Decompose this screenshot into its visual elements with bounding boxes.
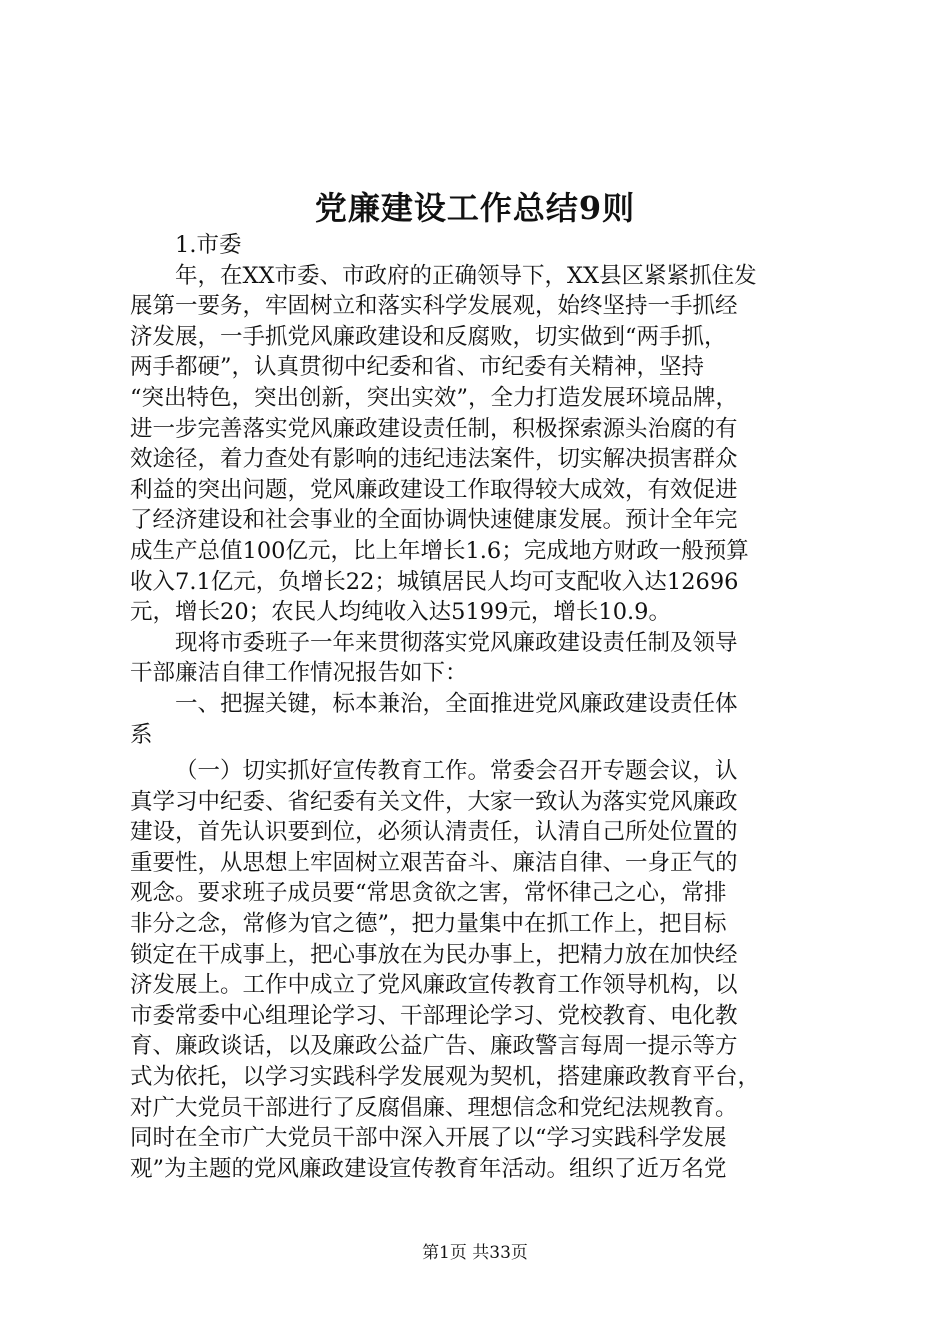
text-line: 展第一要务，牢固树立和落实科学发展观，始终坚持一手抓经 — [130, 293, 738, 320]
text-line: 济发展上。工作中成立了党风廉政宣传教育工作领导机构，以 — [130, 972, 738, 999]
section-heading: 一、把握关键，标本兼治，全面推进党风廉政建设责任体 — [175, 690, 738, 717]
text-line: 了经济建设和社会事业的全面协调快速健康发展。预计全年完 — [130, 507, 738, 534]
text-line: 非分之念，常修为官之德”，把力量集中在抓工作上，把目标 — [130, 911, 727, 938]
page-footer: 第1页 共33页 — [422, 1243, 528, 1263]
text-line: 式为依托，以学习实践科学发展观为契机，搭建廉政教育平台， — [130, 1064, 761, 1091]
text-line: 观”为主题的党风廉政建设宣传教育年活动。组织了近万名党 — [130, 1155, 727, 1182]
text-line: 年，在XX市委、市政府的正确领导下，XX县区紧紧抓住发 — [175, 262, 757, 289]
text-line: 重要性，从思想上牢固树立艰苦奋斗、廉洁自律、一身正气的 — [130, 849, 738, 876]
text-line: 效途径，着力查处有影响的违纪违法案件，切实解决损害群众 — [130, 446, 738, 473]
text-line: 观念。要求班子成员要“常思贪欲之害，常怀律己之心，常排 — [130, 880, 727, 907]
document-title: 党廉建设工作总结9则 — [314, 189, 636, 227]
text-line: 对广大党员干部进行了反腐倡廉、理想信念和党纪法规教育。 — [130, 1094, 738, 1121]
text-line: 利益的突出问题，党风廉政建设工作取得较大成效，有效促进 — [130, 476, 738, 503]
text-line: 干部廉洁自律工作情况报告如下： — [130, 660, 468, 687]
text-line: 市委常委中心组理论学习、干部理论学习、党校教育、电化教 — [130, 1002, 738, 1029]
section-heading-continued: 系 — [130, 721, 153, 748]
text-line: 1.市委 — [175, 232, 242, 258]
text-line: 锁定在干成事上，把心事放在为民办事上，把精力放在加快经 — [130, 941, 738, 968]
text-line: 进一步完善落实党风廉政建设责任制，积极探索源头治腐的有 — [130, 415, 738, 442]
text-line: 建设，首先认识要到位，必须认清责任，认清自己所处位置的 — [130, 819, 738, 846]
text-line: “突出特色，突出创新，突出实效”，全力打造发展环境品牌， — [130, 384, 739, 411]
text-line: 两手都硬”，认真贯彻中纪委和省、市纪委有关精神，坚持 — [130, 354, 705, 381]
text-line: 同时在全市广大党员干部中深入开展了以“学习实践科学发展 — [130, 1125, 727, 1152]
text-line: 真学习中纪委、省纪委有关文件，大家一致认为落实党风廉政 — [130, 788, 738, 815]
text-line: 济发展，一手抓党风廉政建设和反腐败，切实做到“两手抓， — [130, 323, 727, 350]
text-line: （一）切实抓好宣传教育工作。常委会召开专题会议，认 — [175, 758, 738, 785]
text-line: 收入7.1亿元，负增长22；城镇居民人均可支配收入达12696 — [130, 568, 739, 595]
text-line: 现将市委班子一年来贯彻落实党风廉政建设责任制及领导 — [175, 629, 738, 656]
text-line: 成生产总值100亿元，比上年增长1.6；完成地方财政一般预算 — [130, 537, 749, 564]
document-body — [130, 230, 830, 1184]
text-line: 元，增长20；农民人均纯收入达5199元，增长10.9。 — [130, 599, 671, 626]
text-line: 育、廉政谈话，以及廉政公益广告、廉政警言每周一提示等方 — [130, 1033, 738, 1060]
